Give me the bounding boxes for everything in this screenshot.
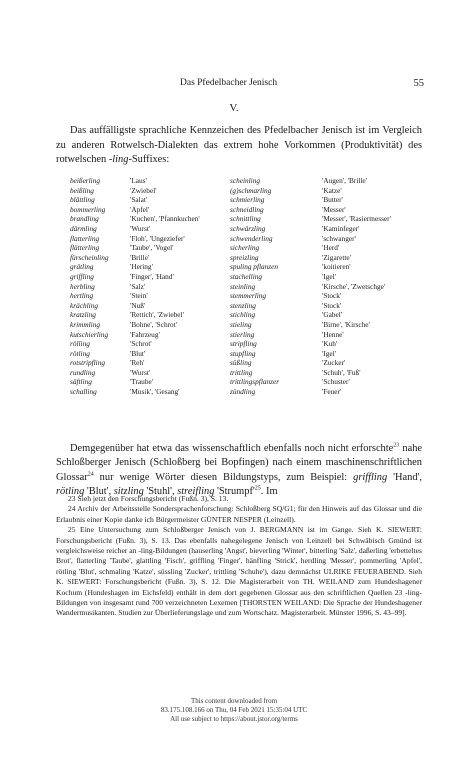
gloss: 'Kirsche', 'Zwetschge' — [322, 281, 386, 291]
gloss: 'Rettich', 'Zwiebel' — [130, 310, 184, 320]
example-gloss: 'Hand', — [387, 471, 422, 483]
slang-word: stemmerling — [230, 291, 267, 301]
slang-word: rölling — [70, 339, 90, 349]
gloss: 'Traube' — [130, 377, 154, 387]
intro-paragraph — [56, 124, 422, 168]
slang-word: bommerling — [70, 204, 106, 214]
gloss: 'Augen', 'Brille' — [322, 176, 367, 185]
gloss: 'Messer', 'Rasiermesser' — [322, 214, 391, 224]
slang-word: brandling — [70, 214, 99, 224]
table-row — [70, 224, 410, 234]
intro-suffix: -ling — [108, 154, 129, 166]
footer-line-2: 83.175.108.166 on Thu, 04 Feb 2021 15:35:04 UTC — [160, 705, 308, 714]
slang-word: flatterling — [70, 233, 100, 243]
slang-word: stupfling — [230, 348, 256, 358]
gloss: 'Gabel' — [322, 310, 343, 320]
table-row — [70, 282, 410, 292]
slang-word: fürscheinling — [70, 252, 109, 262]
gloss: 'Schuh', 'Fuß' — [322, 367, 361, 377]
section-number: V. — [229, 102, 239, 114]
table-row — [70, 291, 410, 301]
gloss: 'koitieren' — [322, 262, 351, 272]
table-row — [70, 243, 410, 253]
gloss: 'Schrot' — [130, 339, 152, 349]
footnotes — [56, 494, 422, 619]
slang-word: hertling — [70, 291, 94, 301]
slang-word: därmling — [70, 223, 97, 233]
slang-word: grätling — [70, 262, 94, 272]
gloss: 'Musik', 'Gesang' — [130, 387, 180, 397]
example-word: rötling — [56, 486, 85, 498]
example-gloss: 'Stuhl', — [143, 486, 178, 498]
slang-word: steinling — [230, 281, 256, 291]
gloss: 'Zigarette' — [322, 252, 351, 262]
table-row — [70, 358, 410, 368]
page-number: 55 — [413, 78, 424, 89]
slang-word: rotstripfling — [70, 358, 106, 368]
table-row — [70, 253, 410, 263]
gloss: 'Fahrzeug' — [130, 329, 160, 339]
table-row — [70, 368, 410, 378]
gloss: 'Taube', 'Vogel' — [130, 243, 174, 253]
intro-text-2: -Suffixes: — [128, 154, 170, 166]
gloss: 'Igel' — [322, 271, 336, 281]
slang-word: beißling — [70, 185, 94, 195]
gloss: 'Floh', 'Ungeziefer' — [130, 233, 185, 243]
gloss: 'Messer' — [322, 204, 346, 214]
slang-word: herbling — [70, 281, 95, 291]
slang-word: stierling — [230, 329, 255, 339]
slang-word: rundling — [70, 367, 96, 377]
slang-word: stripfling — [230, 339, 257, 349]
table-row — [70, 310, 410, 320]
gloss: 'Herd' — [322, 243, 340, 253]
table-row — [70, 205, 410, 215]
table-row — [70, 349, 410, 359]
table-row — [70, 301, 410, 311]
gloss: 'Wurst' — [130, 223, 151, 233]
gloss: 'Nuß' — [130, 300, 146, 310]
gloss: 'Blut' — [130, 348, 146, 358]
slang-word: scheinling — [230, 176, 260, 185]
slang-word: spreizling — [230, 252, 259, 262]
table-row — [70, 186, 410, 196]
slang-word: schmierling — [230, 195, 265, 205]
intro-text-1: Das auffälligste sprachliche Kennzeichen des Pfedelbacher Jenisch ist im Vergleich zu anderen Rotwelsch-Dialekten das extrem hohe Vorkommen (Produktivität) des rotwelschen — [56, 125, 422, 166]
slang-word: sicherling — [230, 243, 260, 253]
gloss: 'Hering' — [130, 262, 153, 272]
table-row — [70, 330, 410, 340]
gloss: 'Igel' — [322, 348, 336, 358]
example-word: sitzling — [113, 486, 144, 498]
slang-word: säftling — [70, 377, 92, 387]
slang-word: trittling — [230, 367, 253, 377]
footer-line-1: This content downloaded from — [190, 697, 278, 705]
gloss: 'Kuh' — [322, 339, 338, 349]
footer-line-3: All use subject to https://about.jstor.org/terms — [170, 714, 298, 723]
footnote-ref-25[interactable]: 25 — [254, 485, 261, 492]
slang-word: beißerling — [70, 176, 100, 185]
table-row — [70, 272, 410, 282]
gloss: 'schwanger' — [322, 233, 356, 243]
slang-word: kutschierling — [70, 329, 109, 339]
gloss: 'Reh' — [130, 358, 145, 368]
table-row — [70, 176, 410, 186]
word-table — [70, 176, 410, 397]
slang-word: stachelling — [230, 271, 263, 281]
slang-word: griffling — [70, 271, 94, 281]
footnote-ref-24[interactable]: 24 — [87, 471, 94, 478]
table-row — [70, 339, 410, 349]
slang-word: süßling — [230, 358, 252, 368]
body-paragraph — [56, 442, 422, 500]
gloss: 'Katze' — [322, 185, 342, 195]
example-word: streifling — [177, 486, 215, 498]
table-row — [70, 377, 410, 387]
slang-word: krimmling — [70, 319, 100, 329]
slang-word: trittlingspflanzer — [230, 377, 280, 387]
slang-word: stenzling — [230, 300, 256, 310]
gloss: 'Finger', 'Hand' — [130, 271, 174, 281]
gloss: 'Laus' — [130, 176, 147, 185]
slang-word: spuling pflanzen — [230, 262, 279, 272]
gloss: 'Schuster' — [322, 377, 350, 387]
slang-word: schwenderling — [230, 233, 273, 243]
slang-word: krächling — [70, 300, 98, 310]
table-row — [70, 214, 410, 224]
download-footer — [0, 697, 468, 723]
gloss: 'Kaminfeger' — [322, 223, 360, 233]
gloss: 'Wurst' — [130, 367, 151, 377]
slang-word: schalling — [70, 387, 97, 397]
gloss: 'Feuer' — [322, 387, 342, 397]
gloss: 'Stock' — [322, 300, 342, 310]
table-row — [70, 320, 410, 330]
gloss: 'Stein' — [130, 291, 148, 301]
gloss: 'Stock' — [322, 291, 342, 301]
footnote-ref-23[interactable]: 23 — [393, 442, 400, 449]
gloss: 'Zwiebel' — [130, 185, 157, 195]
table-row — [70, 387, 410, 397]
gloss: 'Apfel' — [130, 204, 150, 214]
para-text-4: . Im — [260, 486, 278, 498]
gloss: 'Salz' — [130, 281, 146, 291]
slang-word: rötling — [70, 348, 90, 358]
slang-word: blättling — [70, 195, 95, 205]
gloss: 'Salat' — [130, 195, 148, 205]
footnote-25: 25 Eine Untersuchung zum Schloßberger Jenisch von J. BERGMANN ist im Gange. Sieh K. SIEWERT: Forschungsbericht (Fußn. 3), S. 13. Das ebenfalls nahegelegene Jenisch von Leinzell bei Schwäbisch Gmünd ist vergleichsweise reicher an -ling-Bildungen (hauserling 'Angst', bieverling 'Winter', bitterling 'Salz', daßerling 'erbetteltes Brot', flatterling 'Taube', glattling 'Fisch', griffling 'Finger', hänfling 'Strick', herdling 'Messer', pommerling 'Apfel', rötling 'Blut', schmaling 'Katze', süssling 'Zucker', trittling 'Schuhe'), dazu demnächst ULRIKE FEUERABEND. Sieh K. SIEWERT: Forschungsbericht (Fußn. 3), S. 12. Die Magisterarbeit von TH. WEILAND zum Hundeshagener Kochum (Hundeshagen im Eichsfeld) enthält in dem dort gegebenen Glossar aus den schriftlichen Quellen 23 -ling-Bildungen von insgesamt rund 700 verzeichneten Lexemen [THORSTEN WEILAND: Die Sprache der Hundeshagener Wandermusikanten. Studien zur Überlieferungslage und zum Wortschatz. Magisterarbeit. Münster 1996, S. 43–99]. — [56, 525, 422, 618]
table-row — [70, 195, 410, 205]
para-text-3: nur wenige Wörter diesen Bildungstyps, zum Beispiel: — [93, 471, 354, 483]
para-text-2: nahe Schloßberger Jenisch (Schloßberg bei Bopfingen) nach einem maschinenschriftlichen Glossar — [56, 443, 422, 483]
footnote-23: 23 Sieh jetzt den Forschungsbericht (Fußn. 3), S. 13. — [68, 494, 229, 503]
table-row — [70, 234, 410, 244]
running-title: Das Pfedelbacher Jenisch — [180, 78, 278, 88]
footnote-24: 24 Archiv der Arbeitsstelle Sondersprachenforschung: Schloßberg SQ/G1; für den Hinweis auf das Glossar und die Erlaubnis einer Kopie danke ich Bürgermeister GÜNTER NESPER (Leinzell). — [56, 504, 422, 524]
gloss: 'Zucker' — [322, 358, 346, 368]
gloss: 'Birne', 'Kirsche' — [322, 319, 370, 329]
gloss: 'Brille' — [130, 252, 150, 262]
para-text-1: Demgegenüber hat etwa das wissenschaftlich ebenfalls noch nicht erforschte — [70, 443, 394, 454]
slang-word: schwärzling — [230, 223, 266, 233]
slang-word: (g)schmarling — [230, 185, 272, 195]
gloss: 'Henne' — [322, 329, 344, 339]
slang-word: zündling — [230, 387, 256, 397]
slang-word: stichling — [230, 310, 256, 320]
table-row — [70, 262, 410, 272]
gloss: 'Bohne', 'Schrot' — [130, 319, 178, 329]
gloss: 'Kuchen', 'Pfannkuchen' — [130, 214, 200, 224]
example-word: griffling — [353, 471, 388, 483]
slang-word: kratzling — [70, 310, 96, 320]
slang-word: stieling — [230, 319, 252, 329]
example-gloss: 'Strumpf' — [214, 486, 255, 498]
gloss: 'Butter' — [322, 195, 343, 205]
slang-word: flätterling — [70, 243, 100, 253]
slang-word: schneidling — [230, 204, 264, 214]
example-gloss: 'Blut', — [84, 486, 114, 498]
slang-word: schnittling — [230, 214, 261, 224]
